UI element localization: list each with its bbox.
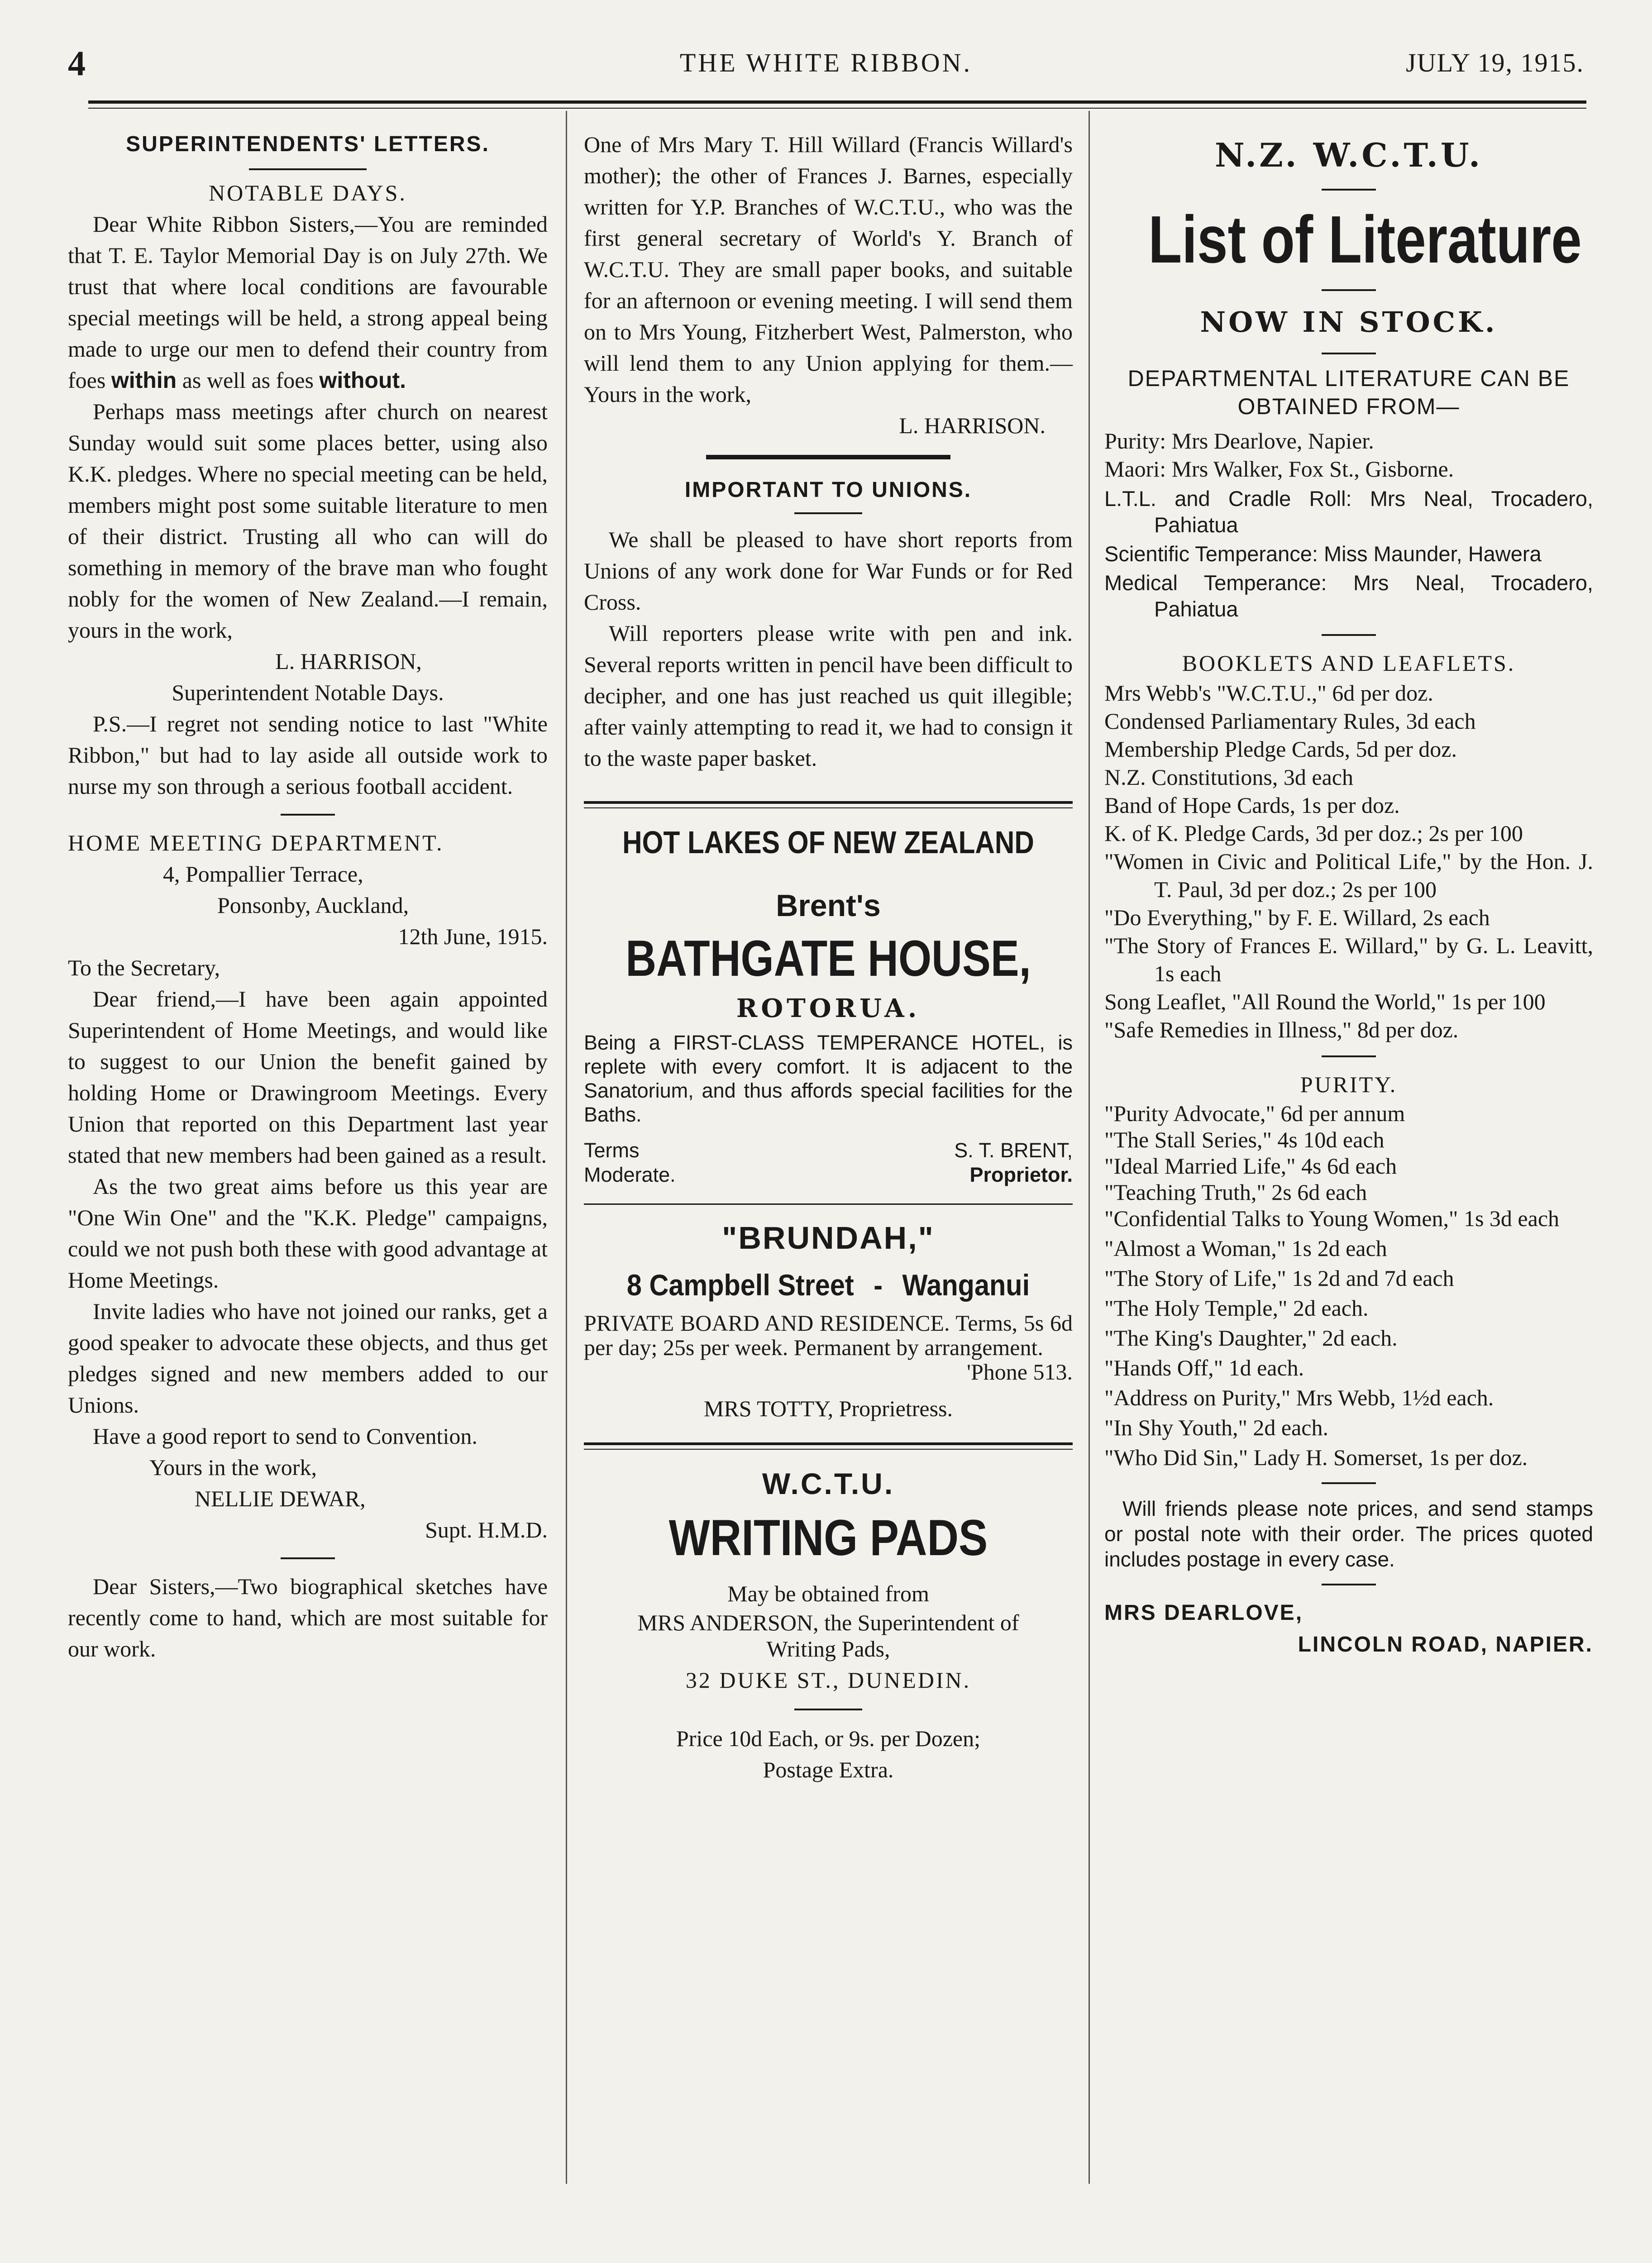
list-item: Condensed Parliamentary Rules, 3d each [1104, 708, 1476, 734]
signature-title: Superintendent Notable Days. [172, 680, 444, 705]
separator-rule [794, 512, 862, 514]
booklet-list [1104, 679, 1593, 1044]
ad-border [584, 1442, 1073, 1445]
salutation: To the Secretary, [68, 955, 220, 980]
hotel-town: ROTORUA. [736, 993, 921, 1023]
list-item: "Women in Civic and Political Life," by the Hon. J. T. Paul, 3d per doz.; 2s per 100 [1104, 849, 1593, 902]
issue-date: JULY 19, 1915. [1406, 48, 1584, 77]
department-heading: DEPARTMENTAL LITERATURE CAN BE OBTAINED FROM— [1127, 366, 1570, 419]
list-item: "The Stall Series," 4s 10d each [1104, 1127, 1385, 1152]
signature-name: L. HARRISON. [899, 413, 1046, 438]
list-item: Medical Temperance: Mrs Neal, Trocadero, Pahiatua [1104, 571, 1593, 621]
signature-name: L. HARRISON, [275, 649, 422, 674]
paragraph: Dear friend,—I have been again appointed Superintendent of Home Meetings, and would like to suggest to our Union the benefit gained by holding Home or Drawingroom Meetings. Every Union that reported on this Department last year stated that new members had been gained as a result. [68, 986, 548, 1168]
ad-border [584, 801, 1073, 804]
list-item: "Purity Advocate," 6d per annum [1104, 1101, 1405, 1126]
list-item: "In Shy Youth," 2d each. [1104, 1415, 1328, 1440]
boarding-advertisement [584, 1218, 1073, 1424]
separator-rule [1322, 634, 1376, 636]
hotel-advertisement [584, 822, 1073, 1187]
list-item: Scientific Temperance: Miss Maunder, Hawera [1104, 542, 1542, 566]
ad-footer [584, 1138, 1073, 1187]
ornament-rule [249, 168, 367, 170]
postscript: P.S.—I regret not sending notice to last "White Ribbon," but had to lay aside all outside work to nurse my son through a serious football accident. [68, 711, 548, 799]
list-item: "Do Everything," by F. E. Willard, 2s each [1104, 905, 1490, 930]
signature-name: MRS DEARLOVE, [1104, 1601, 1303, 1625]
ad-price: Price 10d Each, or 9s. per Dozen; [676, 1726, 980, 1751]
double-rule [706, 455, 950, 459]
page-header [68, 43, 1584, 84]
list-item: "The Holy Temple," 2d each. [1104, 1295, 1369, 1321]
paragraph: As the two great aims before us this year are "One Win One" and the "K.K. Pledge" campaigns, could we not push both these with good advantage at Home Meetings. [68, 1174, 548, 1293]
ad-border [584, 807, 1073, 808]
list-item: Maori: Mrs Walker, Fox St., Gisborne. [1104, 456, 1454, 482]
letter-date: 12th June, 1915. [398, 924, 548, 949]
column-2 [584, 129, 1073, 1786]
header-rule [88, 100, 1586, 104]
list-item: "Teaching Truth," 2s 6d each [1104, 1179, 1367, 1205]
address-line: 4, Pompallier Terrace, [163, 861, 363, 887]
list-item: N.Z. Constitutions, 3d each [1104, 764, 1353, 790]
ad-address: 8 Campbell Street - Wanganui [626, 1268, 1030, 1302]
paragraph: One of Mrs Mary T. Hill Willard (Francis Willard's mother); the other of Frances J. Barnes, especially written for Y.P. Branches of W.C.T.U., who was the first general secretary of World's Y. Branch of W.C.T.U. They are small paper books, and suitable for an afternoon or evening meeting. I will send them on to Mrs Young, Fitzherbert West, Palmerston, who will lend them to any Union applying for them.—Yours in the work, [584, 132, 1073, 407]
page-number: 4 [68, 43, 86, 83]
ad-line: May be obtained from [727, 1581, 929, 1606]
paragraph: Dear Sisters,—Two biographical sketches have recently come to hand, which are most suitable for our work. [68, 1574, 548, 1661]
list-item: Band of Hope Cards, 1s per doz. [1104, 793, 1400, 818]
separator-rule [1322, 353, 1376, 354]
paragraph: We shall be pleased to have short reports from Unions of any work done for War Funds or for Red Cross. [584, 527, 1073, 615]
list-item: "Hands Off," 1d each. [1104, 1355, 1304, 1380]
column-divider [1089, 111, 1090, 2184]
ad-headline: HOT LAKES OF NEW ZEALAND [622, 825, 1034, 860]
closing: Yours in the work, [149, 1455, 317, 1480]
separator-rule [1322, 1584, 1376, 1585]
list-item: "The Story of Frances E. Willard," by G. L. Leavitt, 1s each [1104, 933, 1593, 986]
ad-subheadline: Brent's [776, 888, 881, 923]
list-item: "Who Did Sin," Lady H. Somerset, 1s per doz. [1104, 1445, 1528, 1470]
signature-name: NELLIE DEWAR, [195, 1486, 366, 1511]
list-item: Membership Pledge Cards, 5d per doz. [1104, 736, 1457, 762]
paragraph: Dear White Ribbon Sisters,—You are reminded that T. E. Taylor Memorial Day is on July 27th. We trust that where local conditions are favourable special meetings will be held, a strong appeal being made to urge our men to defend their country from foes within as well as foes without. [68, 211, 548, 393]
section-heading: SUPERINTENDENTS' LETTERS. [126, 132, 490, 156]
ad-body: PRIVATE BOARD AND RESIDENCE. Terms, 5s 6d per day; 25s per week. Permanent by arrangement. [584, 1310, 1073, 1360]
list-item: "The Story of Life," 1s 2d and 7d each [1104, 1265, 1454, 1291]
list-item: Song Leaflet, "All Round the World," 1s per 100 [1104, 989, 1546, 1014]
terms: Terms Moderate. [584, 1139, 676, 1186]
list-item: K. of K. Pledge Cards, 3d per doz.; 2s per 100 [1104, 821, 1523, 846]
ad-border [584, 1449, 1073, 1450]
column-1 [68, 129, 548, 1665]
writing-pads-advertisement [584, 1463, 1073, 1786]
ad-headline: "BRUNDAH," [722, 1220, 935, 1256]
column-3 [1104, 129, 1593, 1661]
section-heading: BOOKLETS AND LEAFLETS. [1182, 650, 1516, 676]
literature-title: List of Literature [1148, 202, 1582, 277]
header-rule-thin [88, 108, 1586, 109]
section-heading: PURITY. [1300, 1072, 1398, 1097]
paragraph: Will reporters please write with pen and ink. Several reports written in pencil have been difficult to decipher, and one has just reached us quit illegible; after vainly attempting to read it, we had to consign it to the waste paper basket. [584, 621, 1073, 771]
phone: 'Phone 513. [966, 1359, 1073, 1385]
article-title: HOME MEETING DEPARTMENT. [68, 830, 444, 855]
ad-org: W.C.T.U. [762, 1467, 895, 1500]
separator-rule [1322, 1482, 1376, 1484]
address-line: Ponsonby, Auckland, [217, 893, 409, 918]
ad-divider [584, 1203, 1073, 1205]
list-item: "Safe Remedies in Illness," 8d per doz. [1104, 1017, 1459, 1042]
ad-line: MRS ANDERSON, the Superintendent of Writing Pads, [637, 1610, 1019, 1661]
price-note: Will friends please note prices, and send stamps or postal note with their order. The prices quoted includes postage in every case. [1104, 1497, 1593, 1571]
list-item: "The King's Daughter," 2d each. [1104, 1325, 1398, 1351]
purity-list [1104, 1100, 1593, 1470]
proprietor: S. T. BRENT, Proprietor. [954, 1139, 1073, 1186]
ad-body: Being a FIRST-CLASS TEMPERANCE HOTEL, is replete with every comfort. It is adjacent to the Sanatorium, and thus affords special facilities for the Baths. [584, 1031, 1073, 1126]
in-stock-heading: NOW IN STOCK. [1200, 306, 1498, 339]
proprietress: MRS TOTTY, Proprietress. [703, 1396, 953, 1421]
column-divider [566, 111, 567, 2184]
separator-rule [1322, 1055, 1376, 1057]
paragraph: Have a good report to send to Convention. [93, 1423, 477, 1449]
signature-address: LINCOLN ROAD, NAPIER. [1298, 1633, 1593, 1657]
separator-rule [1322, 289, 1376, 291]
list-item: "Almost a Woman," 1s 2d each [1104, 1236, 1387, 1261]
list-item: Mrs Webb's "W.C.T.U.," 6d per doz. [1104, 680, 1433, 706]
org-heading: N.Z. W.C.T.U. [1214, 136, 1483, 174]
masthead: THE WHITE RIBBON. [679, 48, 973, 77]
separator-rule [281, 1557, 335, 1559]
list-item: Purity: Mrs Dearlove, Napier. [1104, 428, 1374, 454]
signature-title: Supt. H.M.D. [425, 1517, 548, 1542]
hotel-name: BATHGATE HOUSE, [625, 930, 1031, 987]
list-item: "Address on Purity," Mrs Webb, 1½d each. [1104, 1385, 1494, 1410]
separator-rule [794, 1709, 862, 1710]
article-title: NOTABLE DAYS. [209, 180, 407, 205]
separator-rule [1322, 189, 1376, 191]
department-list [1104, 427, 1593, 622]
list-item: "Confidential Talks to Young Women," 1s 3d each [1104, 1206, 1560, 1231]
separator-rule [281, 814, 335, 816]
ad-address: 32 DUKE ST., DUNEDIN. [685, 1667, 971, 1693]
paragraph: Invite ladies who have not joined our ranks, get a good speaker to advocate these objects, and thus get pledges signed and new members added to our Unions. [68, 1299, 548, 1418]
list-item: "Ideal Married Life," 4s 6d each [1104, 1153, 1397, 1179]
paragraph: Perhaps mass meetings after church on nearest Sunday would suit some places better, using also K.K. pledges. Where no special meeting can be held, members might post some suitable literature to men of their district. Trusting all who can will do something in memory of the brave man who fought nobly for the women of New Zealand.—I remain, yours in the work, [68, 399, 548, 643]
list-item: L.T.L. and Cradle Roll: Mrs Neal, Trocadero, Pahiatua [1104, 487, 1593, 537]
section-heading: IMPORTANT TO UNIONS. [684, 478, 972, 502]
ad-headline: WRITING PADS [668, 1509, 988, 1566]
ad-price-note: Postage Extra. [763, 1757, 894, 1782]
